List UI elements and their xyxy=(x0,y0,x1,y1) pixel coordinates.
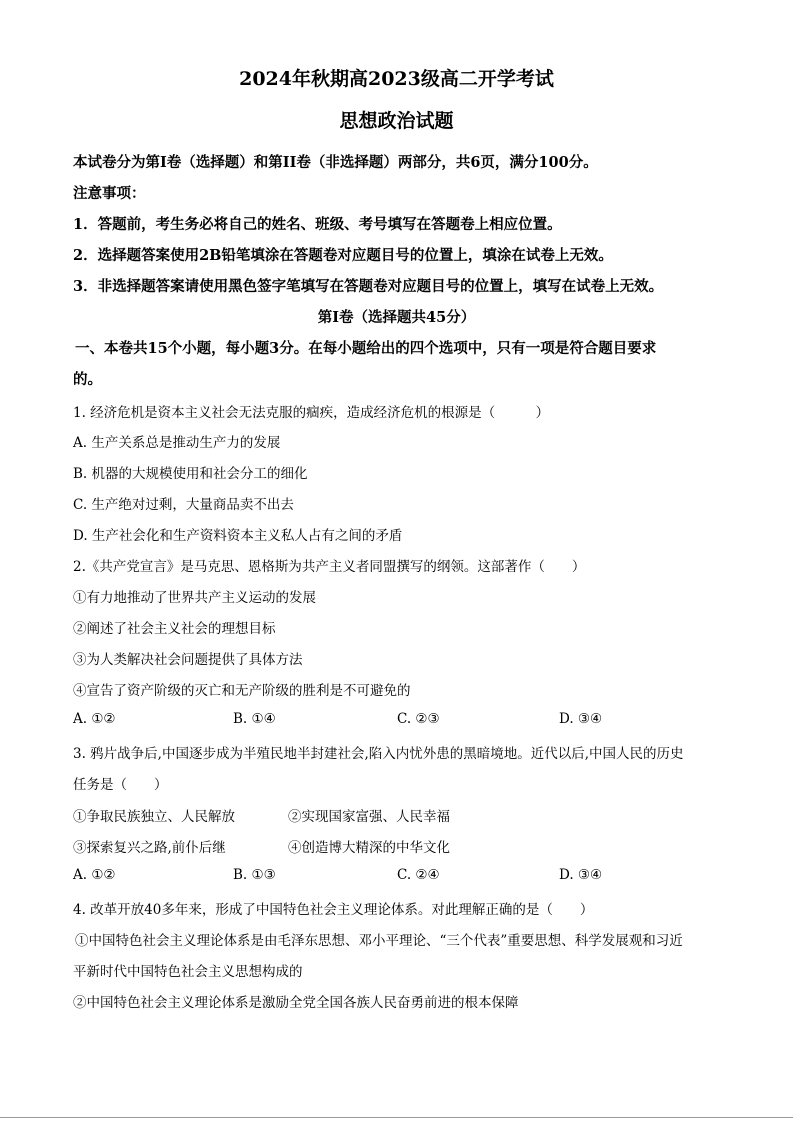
question-4-statement-2: ②中国特色社会主义理论体系是激励全党全国各族人民奋勇前进的根本保障 xyxy=(73,995,519,1011)
question-3-option-b: B. ①③ xyxy=(233,867,276,883)
question-4-statement-1-cont: 平新时代中国特色社会主义思想构成的 xyxy=(73,964,303,980)
question-2-statement-3: ③为人类解决社会问题提供了具体方法 xyxy=(73,652,303,668)
question-1-option-c: C. 生产绝对过剩，大量商品卖不出去 xyxy=(73,497,294,513)
question-3-stem-cont: 任务是（ ） xyxy=(73,777,168,793)
notice-item: 2．选择题答案使用2B铅笔填涂在答题卷对应题目号的位置上，填涂在试卷上无效。 xyxy=(73,247,613,264)
question-2-option-d: D. ③④ xyxy=(559,711,603,727)
question-1-stem: 1. 经济危机是资本主义社会无法克服的痼疾，造成经济危机的根源是（ ） xyxy=(73,405,550,421)
part1-instruction: 一、本卷共15个小题，每小题3分。在每小题给出的四个选项中，只有一项是符合题目要求 xyxy=(75,340,657,357)
question-2-option-c: C. ②③ xyxy=(397,711,440,727)
question-4-statement-1: ①中国特色社会主义理论体系是由毛泽东思想、邓小平理论、“三个代表”重要思想、科学发展观和习近 xyxy=(75,933,683,949)
question-1-option-b: B. 机器的大规模使用和社会分工的细化 xyxy=(73,466,308,482)
notice-heading: 注意事项： xyxy=(73,185,146,202)
question-2-statement-1: ①有力地推动了世界共产主义运动的发展 xyxy=(73,590,316,606)
part1-instruction-cont: 的。 xyxy=(73,371,102,388)
question-1-option-d: D. 生产社会化和生产资料资本主义私人占有之间的矛盾 xyxy=(73,528,403,544)
question-2-stem: 2.《共产党宣言》是马克思、恩格斯为共产主义者同盟撰写的纲领。这部著作（ ） xyxy=(73,559,586,575)
notice-item: 3．非选择题答案请使用黑色签字笔填写在答题卷对应题目号的位置上，填写在试卷上无效。 xyxy=(73,278,664,295)
question-2-statement-4: ④宣告了资产阶级的灭亡和无产阶级的胜利是不可避免的 xyxy=(73,683,411,699)
part1-heading: 第I卷（选择题共45分） xyxy=(317,309,476,326)
question-2-option-a: A. ①② xyxy=(73,711,116,727)
question-3-statement-2: ②实现国家富强、人民幸福 xyxy=(288,809,450,825)
intro-text: 本试卷分为第I卷（选择题）和第II卷（非选择题）两部分，共6页，满分100分。 xyxy=(73,154,598,171)
question-1-option-a: A. 生产关系总是推动生产力的发展 xyxy=(73,435,281,451)
question-3-option-d: D. ③④ xyxy=(559,867,603,883)
question-3-stem: 3. 鸦片战争后,中国逐步成为半殖民地半封建社会,陷入内忧外患的黑暗境地。近代以后,中国人民的历史 xyxy=(73,746,684,762)
exam-subtitle: 思想政治试题 xyxy=(339,110,454,132)
question-2-statement-2: ②阐述了社会主义社会的理想目标 xyxy=(73,621,276,637)
question-2-option-b: B. ①④ xyxy=(233,711,276,727)
question-3-statement-4: ④创造博大精深的中华文化 xyxy=(288,840,450,856)
question-3-statement-3: ③探索复兴之路,前仆后继 xyxy=(73,840,226,856)
exam-title: 2024年秋期高2023级高二开学考试 xyxy=(239,68,554,90)
question-3-option-c: C. ②④ xyxy=(397,867,440,883)
question-4-stem: 4. 改革开放40多年来，形成了中国特色社会主义理论体系。对此理解正确的是（ ） xyxy=(73,902,594,918)
page-bottom-rule xyxy=(0,1117,793,1118)
question-3-option-a: A. ①② xyxy=(73,867,116,883)
question-3-statement-1: ①争取民族独立、人民解放 xyxy=(73,809,235,825)
notice-item: 1．答题前，考生务必将自己的姓名、班级、考号填写在答题卷上相应位置。 xyxy=(73,216,562,233)
